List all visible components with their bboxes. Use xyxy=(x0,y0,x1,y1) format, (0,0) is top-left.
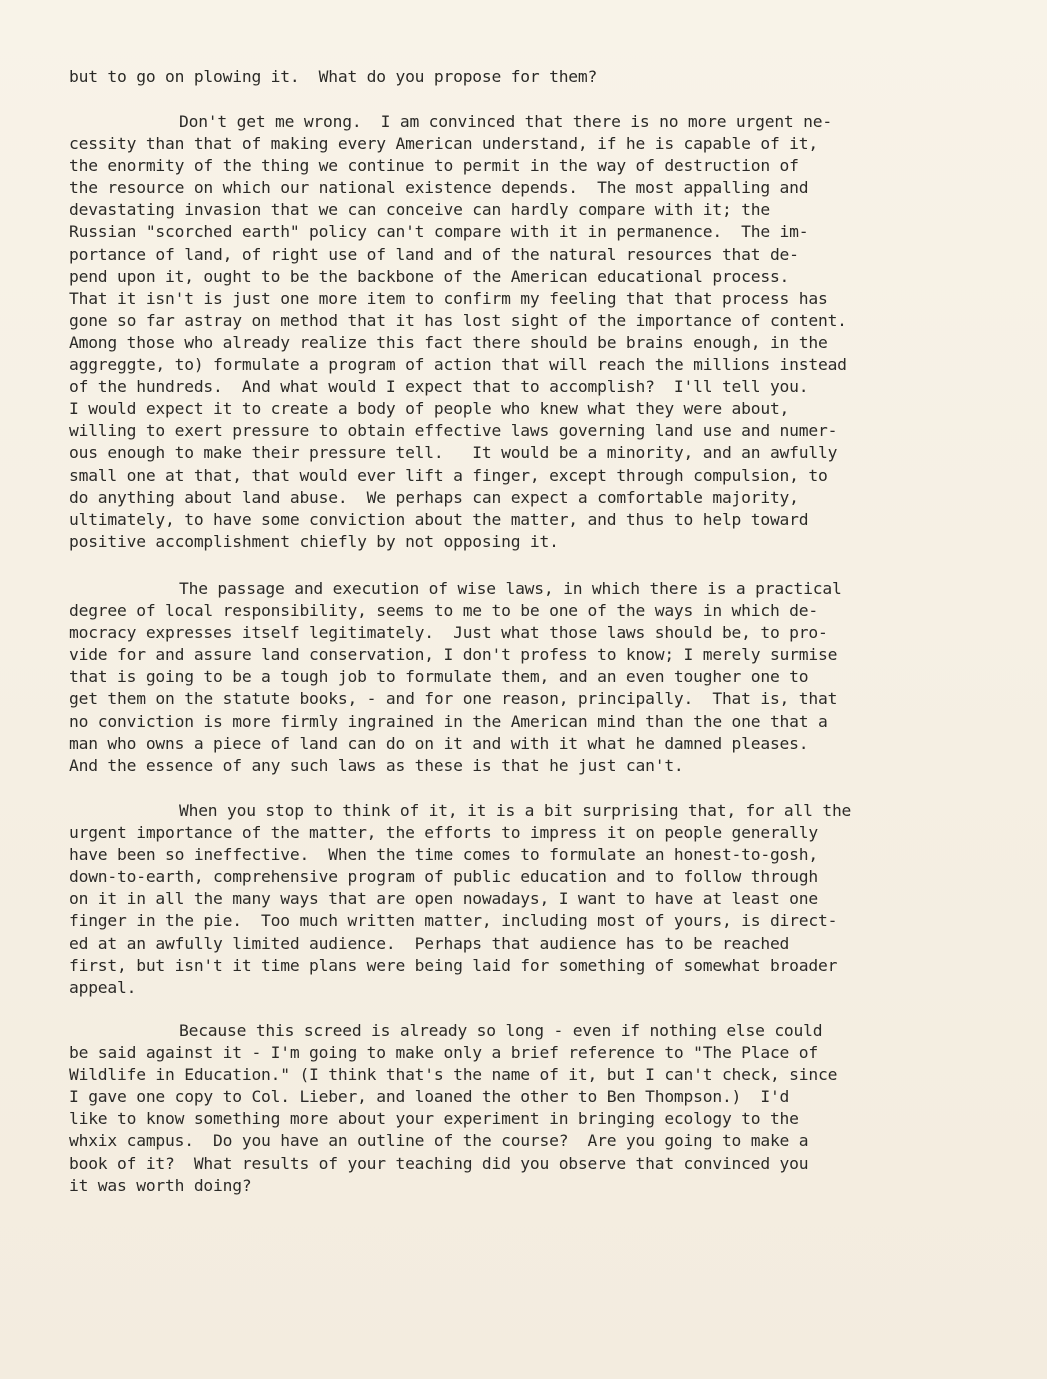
text-line: willing to exert pressure to obtain effective laws governing land use and numer- xyxy=(69,421,838,441)
text-line: gone so far astray on method that it has lost sight of the importance of content. xyxy=(69,310,847,330)
text-line: ed at an awfully limited audience. Perhaps that audience has to be reached xyxy=(69,933,790,953)
text-line: And the essence of any such laws as these is that he just can't. xyxy=(69,755,684,775)
text-line: degree of local responsibility, seems to me to be one of the ways in which de- xyxy=(69,601,818,621)
text-line: When you stop to think of it, it is a bit surprising that, for all the xyxy=(179,801,852,820)
text-line: the enormity of the thing we continue to permit in the way of destruction of xyxy=(69,156,799,176)
text-line: be said against it - I'm going to make only a brief reference to "The Place of xyxy=(69,1043,818,1063)
text-line: pend upon it, ought to be the backbone of the American educational process. xyxy=(69,266,790,286)
text-line: whxix campus. Do you have an outline of the course? Are you going to make a xyxy=(69,1131,809,1151)
text-line: Wildlife in Education." (I think that's the name of it, but I can't check, since xyxy=(69,1065,838,1085)
text-line: of the hundreds. And what would I expect that to accomplish? I'll tell you. xyxy=(69,377,809,397)
text-line: appeal. xyxy=(69,977,137,997)
text-line: Don't get me wrong. I am convinced that there is no more urgent ne- xyxy=(179,112,832,131)
text-line: have been so ineffective. When the time comes to formulate an honest-to-gosh, xyxy=(69,845,818,865)
text-line: like to know something more about your experiment in bringing ecology to the xyxy=(69,1109,799,1129)
text-line: I gave one copy to Col. Lieber, and loaned the other to Ben Thompson.) I'd xyxy=(69,1087,790,1107)
text-line: mocracy expresses itself legitimately. Just what those laws should be, to pro- xyxy=(69,623,828,643)
text-line: positive accomplishment chiefly by not opposing it. xyxy=(69,531,559,551)
text-line: get them on the statute books, - and for one reason, principally. That is, that xyxy=(69,689,838,709)
text-line: aggreggte, to) formulate a program of action that will reach the millions instead xyxy=(69,355,847,375)
text-line: ultimately, to have some conviction about the matter, and thus to help toward xyxy=(69,509,809,529)
text-line: devastating invasion that we can conceive can hardly compare with it; the xyxy=(69,200,770,220)
text-line: That it isn't is just one more item to confirm my feeling that that process has xyxy=(69,288,828,308)
text-line: do anything about land abuse. We perhaps can expect a comfortable majority, xyxy=(69,487,799,507)
text-line: vide for and assure land conservation, I don't profess to know; I merely surmise xyxy=(69,645,838,665)
text-line: book of it? What results of your teaching did you observe that convinced you xyxy=(69,1153,809,1173)
paragraph-wise-laws xyxy=(69,578,969,777)
text-line: The passage and execution of wise laws, in which there is a practical xyxy=(179,579,842,598)
text-line: the resource on which our national existence depends. The most appalling and xyxy=(69,178,809,198)
text-line: I would expect it to create a body of people who knew what they were about, xyxy=(69,399,790,419)
text-line: but to go on plowing it. What do you propose for them? xyxy=(69,67,598,86)
text-line: small one at that, that would ever lift a finger, except through compulsion, to xyxy=(69,465,828,485)
text-line: cessity than that of making every American understand, if he is capable of it, xyxy=(69,134,818,154)
text-line: first, but isn't it time plans were being laid for something of somewhat broader xyxy=(69,955,838,975)
paragraph-education-importance xyxy=(69,111,969,553)
text-line: man who owns a piece of land can do on it and with it what he damned pleases. xyxy=(69,733,809,753)
paragraph-wildlife-in-education xyxy=(69,1020,969,1197)
text-line: on it in all the many ways that are open nowadays, I want to have at least one xyxy=(69,889,818,909)
text-line: portance of land, of right use of land and of the natural resources that de- xyxy=(69,244,799,264)
paragraph-public-education xyxy=(69,800,969,999)
text-line: Russian "scorched earth" policy can't compare with it in permanence. The im- xyxy=(69,222,809,242)
text-line: Because this screed is already so long - even if nothing else could xyxy=(179,1021,823,1040)
text-line: it was worth doing? xyxy=(69,1175,252,1195)
paragraph-continuation xyxy=(69,66,969,88)
text-line: that is going to be a tough job to formulate them, and an even tougher one to xyxy=(69,667,809,687)
text-line: no conviction is more firmly ingrained in the American mind than the one that a xyxy=(69,711,828,731)
text-line: urgent importance of the matter, the efforts to impress it on people generally xyxy=(69,823,818,843)
text-line: Among those who already realize this fact there should be brains enough, in the xyxy=(69,332,828,352)
text-line: down-to-earth, comprehensive program of public education and to follow through xyxy=(69,867,818,887)
text-line: ous enough to make their pressure tell. It would be a minority, and an awfully xyxy=(69,443,838,463)
text-line: finger in the pie. Too much written matter, including most of yours, is direct- xyxy=(69,911,838,931)
